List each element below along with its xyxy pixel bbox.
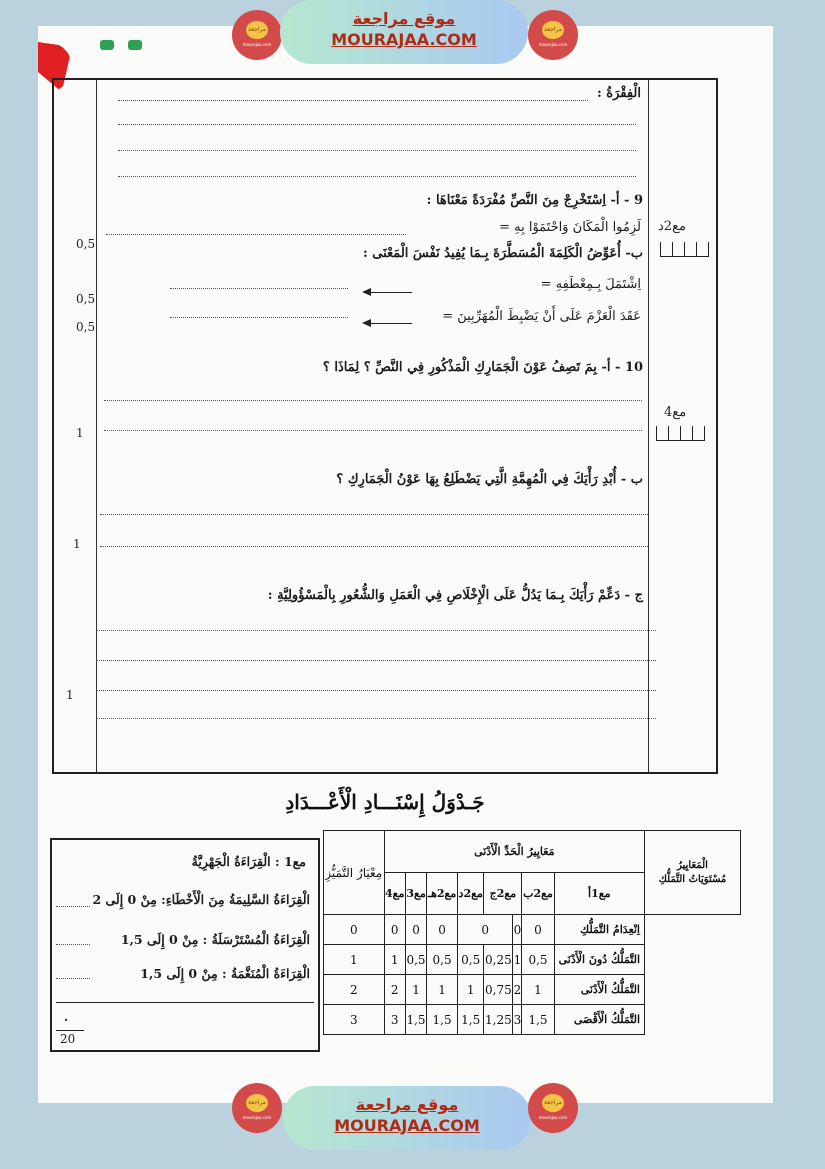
table-row: 3 3 1,5 1,5 1,5 1,25 3 1,5 التَّمَلُّكُ الْأَقْصَى bbox=[324, 1005, 741, 1035]
questions-frame bbox=[52, 78, 718, 774]
mark-value: 0,5 bbox=[76, 237, 96, 251]
table-row: 1 1 0,5 0,5 0,5 0,25 1 0,5 التَّمَلُّكُ دُونَ الْأَدْنَى bbox=[324, 945, 741, 975]
answer-line[interactable] bbox=[106, 234, 406, 235]
green-mark bbox=[100, 40, 114, 50]
site-name-arabic[interactable]: موقع مراجعة bbox=[352, 9, 456, 28]
answer-line[interactable] bbox=[118, 100, 588, 101]
grading-table bbox=[323, 830, 741, 1035]
answer-line[interactable] bbox=[96, 718, 656, 719]
score-line[interactable] bbox=[56, 944, 90, 945]
mark-value: 1 bbox=[66, 688, 74, 702]
paragraph-label: الْفِقْرَةُ : bbox=[596, 86, 641, 101]
mark-value: 0,5 bbox=[76, 320, 96, 334]
mark-value: 1 bbox=[76, 426, 84, 440]
answer-line[interactable] bbox=[104, 400, 642, 401]
reading-criterion-3: الْقِرَاءَةُ الْمُنَغَّمَةُ : مِنْ 0 إِلَى 1,5 bbox=[140, 966, 310, 981]
question-9a-prompt: لَزِمُوا الْمَكَانَ وَاحْتَمَوْا بِهِ = bbox=[499, 220, 641, 235]
excellence-header: مِعْيَارُ التَّمَيُّزِ bbox=[324, 831, 385, 915]
answer-line[interactable] bbox=[100, 514, 648, 515]
question-9b: ب- أُعَوِّضُ الْكَلِمَةَ الْمُسَطَّرَةَ بِـمَا يُفِيدُ نَفْسَ الْمَعْنَى : bbox=[362, 246, 643, 261]
arrow-left-icon bbox=[364, 292, 412, 293]
site-name-english[interactable]: MOURAJAA.COM bbox=[331, 30, 477, 49]
criterion-label: مع4 bbox=[664, 405, 687, 420]
criterion-label: مع2د bbox=[658, 219, 686, 234]
green-mark bbox=[128, 40, 142, 50]
site-name-english[interactable]: MOURAJAA.COM bbox=[334, 1116, 480, 1135]
answer-line[interactable] bbox=[118, 150, 636, 151]
question-9b-item-2: عَقَدَ الْعَزْمَ عَلَى أَنْ يَضْبِطَ الْمُهَرِّبِينَ = bbox=[442, 309, 641, 324]
question-10a: 10 - أ- بِمَ تَصِفُ عَوْنَ الْجَمَارِكِ الْمَذْكُورِ فِي النَّصِّ ؟ لِمَاذَا ؟ bbox=[322, 360, 643, 375]
col-header: مع2د bbox=[457, 873, 483, 915]
col-header: مع1أ bbox=[554, 873, 644, 915]
score-line[interactable] bbox=[56, 906, 90, 907]
score-boxes[interactable] bbox=[656, 426, 705, 441]
reading-heading: مع1 : الْقِرَاءَةُ الْجَهْرِيَّةُ bbox=[191, 854, 306, 869]
col-header: مع3 bbox=[405, 873, 426, 915]
col-header: مع2ج bbox=[484, 873, 522, 915]
answer-line[interactable] bbox=[96, 660, 656, 661]
col-header: مع2ب bbox=[522, 873, 554, 915]
answer-line[interactable] bbox=[104, 430, 642, 431]
reading-criterion-2: الْقِرَاءَةُ الْمُسْتَرْسَلَةُ : مِنْ 0 إِلَى 1,5 bbox=[120, 932, 310, 947]
right-margin-line bbox=[648, 80, 649, 772]
question-9a: 9 - أ- اِسْتَخْرِجْ مِنَ النَّصِّ مُفْرَدَةً مَعْنَاهَا : bbox=[426, 193, 643, 208]
site-banner-bottom[interactable] bbox=[283, 1086, 531, 1150]
score-boxes[interactable] bbox=[660, 242, 709, 257]
answer-line[interactable] bbox=[118, 176, 636, 177]
question-10c: ج - دَعِّمْ رَأْيَكَ بِـمَا يَدُلُّ عَلَى الْإِخْلَاصِ فِي الْعَمَلِ وَالشُّعُورِ بِالْمَسْؤُولِيَّةِ : bbox=[267, 588, 643, 603]
answer-line[interactable] bbox=[118, 124, 636, 125]
answer-line[interactable] bbox=[170, 317, 348, 318]
minimum-criteria-header: مَعَايِيرُ الْحَدِّ الْأَدْنَى bbox=[384, 831, 644, 873]
table-row: 0 0 0 0 0 0 0 اِنْعِدَامُ التَّمَلُّكِ bbox=[324, 915, 741, 945]
score-line[interactable] bbox=[56, 978, 90, 979]
corner-header: الْمَعَايِيرُ مُسْتَوَيَاتُ التَّمَلُّكِ bbox=[645, 831, 741, 915]
left-margin-line bbox=[96, 80, 97, 772]
site-logo-icon[interactable]: مراجعة mourajaa.com bbox=[528, 1083, 578, 1133]
arrow-left-icon bbox=[364, 323, 412, 324]
col-header: مع4 bbox=[384, 873, 405, 915]
question-9b-item-1: اِشْتَمَلَ بِـمِعْطَفِهِ = bbox=[540, 277, 641, 292]
site-logo-icon[interactable]: مراجعة mourajaa.com bbox=[528, 10, 578, 60]
col-header: مع2هـ bbox=[427, 873, 458, 915]
site-logo-icon[interactable]: مراجعة mourajaa.com bbox=[232, 10, 282, 60]
fraction-bar bbox=[56, 1030, 84, 1031]
score-dot: . bbox=[64, 1010, 69, 1024]
reading-criteria-box bbox=[50, 838, 320, 1052]
site-banner-top[interactable] bbox=[280, 0, 528, 64]
answer-line[interactable] bbox=[170, 288, 348, 289]
answer-line[interactable] bbox=[100, 546, 648, 547]
mark-value: 1 bbox=[73, 537, 81, 551]
reading-criterion-1: الْقِرَاءَةُ السَّلِيمَةُ مِنَ الْأَخْطَاءِ: مِنْ 0 إِلَى 2 bbox=[92, 892, 310, 907]
answer-line[interactable] bbox=[96, 690, 656, 691]
total-mark: 20 bbox=[60, 1032, 76, 1046]
answer-line[interactable] bbox=[96, 630, 656, 631]
divider bbox=[56, 1002, 314, 1003]
mark-value: 0,5 bbox=[76, 292, 96, 306]
table-row: 2 2 1 1 1 0,75 2 1 التَّمَلُّكُ الْأَدْنَى bbox=[324, 975, 741, 1005]
site-name-arabic[interactable]: موقع مراجعة bbox=[355, 1095, 459, 1114]
grading-title: جَـدْوَلُ إِسْنَـــادِ الْأَعْـــدَادِ bbox=[285, 790, 485, 814]
site-logo-icon[interactable]: مراجعة mourajaa.com bbox=[232, 1083, 282, 1133]
question-10b: ب - أُبْدِ رَأْيَكَ فِي الْمُهِمَّةِ الَّتِي يَضْطَلِعُ بِهَا عَوْنُ الْجَمَارِكِ ؟ bbox=[336, 472, 643, 487]
